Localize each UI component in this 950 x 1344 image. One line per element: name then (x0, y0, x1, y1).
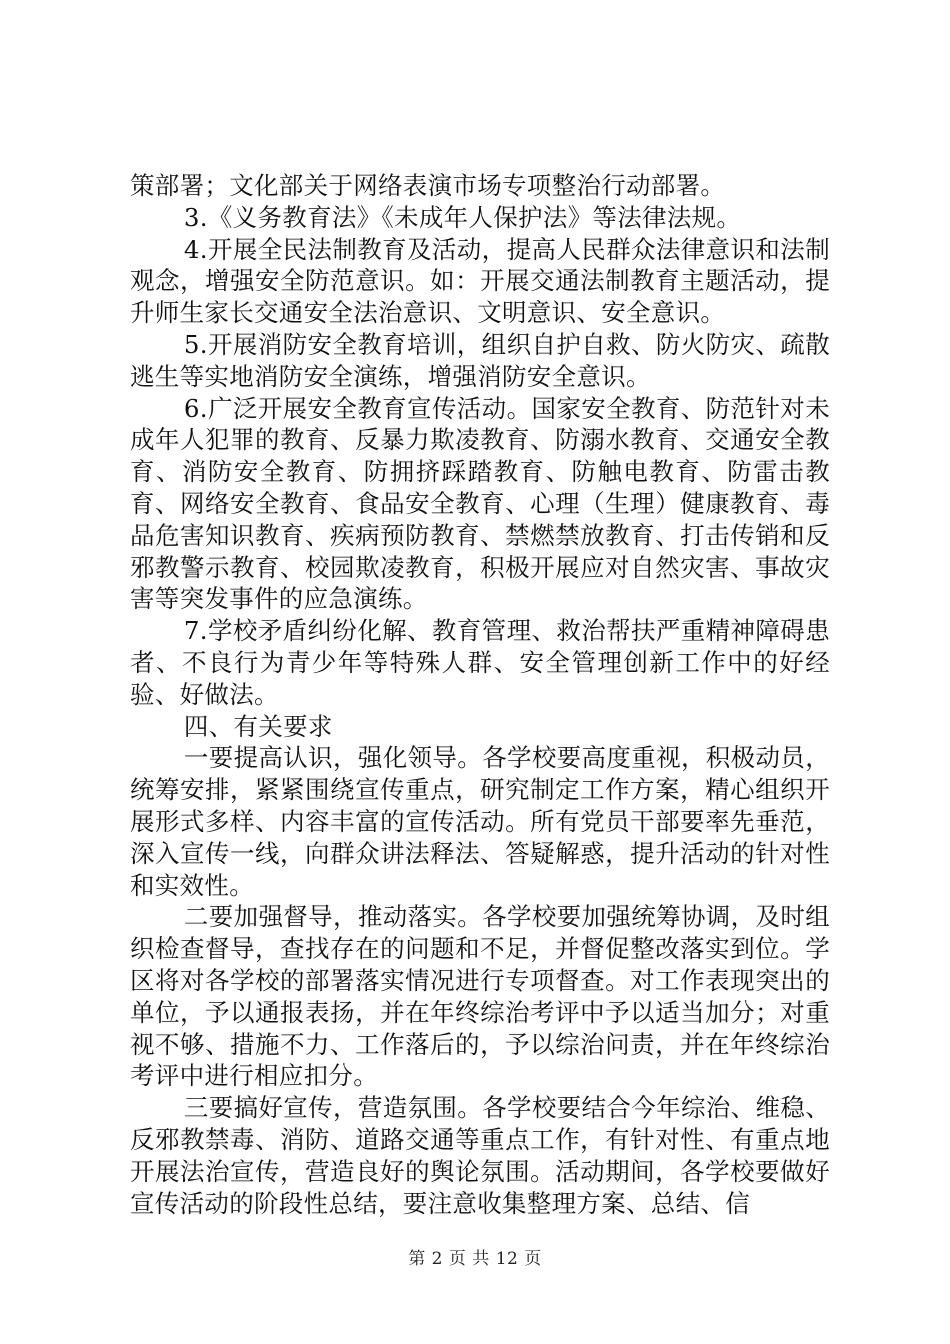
section-heading: 四、有关要求 (183, 711, 333, 741)
paragraph-requirement-3: 三要搞好宣传，营造氛围。各学校要结合今年综治、维稳、反邪教禁毒、消防、道路交通等重点工作，有针对性、有重点地开展法治宣传，营造良好的舆论氛围。活动期间，各学校要做好宣传活动的阶段性总结，要注意收集整理方案、总结、信 (130, 1093, 830, 1218)
document-body (130, 170, 830, 1219)
paragraph-item-7: 7.学校矛盾纠纷化解、教育管理、救治帮扶严重精神障碍患者、不良行为青少年等特殊人群、安全管理创新工作中的好经验、好做法。 (130, 616, 830, 709)
paragraph-item-5: 5.开展消防安全教育培训，组织自护自救、防火防灾、疏散逃生等实地消防安全演练，增强消防安全意识。 (130, 329, 830, 391)
paragraph-continuation: 策部署；文化部关于网络表演市场专项整治行动部署。 (130, 171, 726, 200)
paragraph-item-4: 4.开展全民法制教育及活动，提高人民群众法律意识和法制观念，增强安全防范意识。如：开展交通法制教育主题活动，提升师生家长交通安全法治意识、文明意识、安全意识。 (130, 234, 830, 328)
paragraph-item-3: 3.《义务教育法》《未成年人保护法》等法律法规。 (183, 202, 742, 232)
paragraph-item-6: 6.广泛开展安全教育宣传活动。国家安全教育、防范针对未成年人犯罪的教育、反暴力欺凌教育、防溺水教育、交通安全教育、消防安全教育、防拥挤踩踏教育、防触电教育、防雷击教育、网络安全教育、食品安全教育、心理（生理）健康教育、毒品危害知识教育、疾病预防教育、禁燃禁放教育、打击传销和反邪教警示教育、校园欺凌教育，积极开展应对自然灾害、事故灾害等突发事件的应急演练。 (130, 393, 830, 614)
paragraph-requirement-1: 一要提高认识，强化领导。各学校要高度重视，积极动员，统筹安排，紧紧围绕宣传重点，研究制定工作方案，精心组织开展形式多样、内容丰富的宣传活动。所有党员干部要率先垂范，深入宣传一线，向群众讲法释法、答疑解惑，提升活动的针对性和实效性。 (130, 743, 830, 900)
page-number-footer: 第 2 页 共 12 页 (408, 1249, 542, 1269)
paragraph-requirement-2: 二要加强督导，推动落实。各学校要加强统筹协调，及时组织检查督导，查找存在的问题和不足，并督促整改落实到位。学区将对各学校的部署落实情况进行专项督查。对工作表现突出的单位，予以通报表扬，并在年终综治考评中予以适当加分；对重视不够、措施不力、工作落后的，予以综治问责，并在年终综治考评中进行相应扣分。 (130, 902, 830, 1091)
